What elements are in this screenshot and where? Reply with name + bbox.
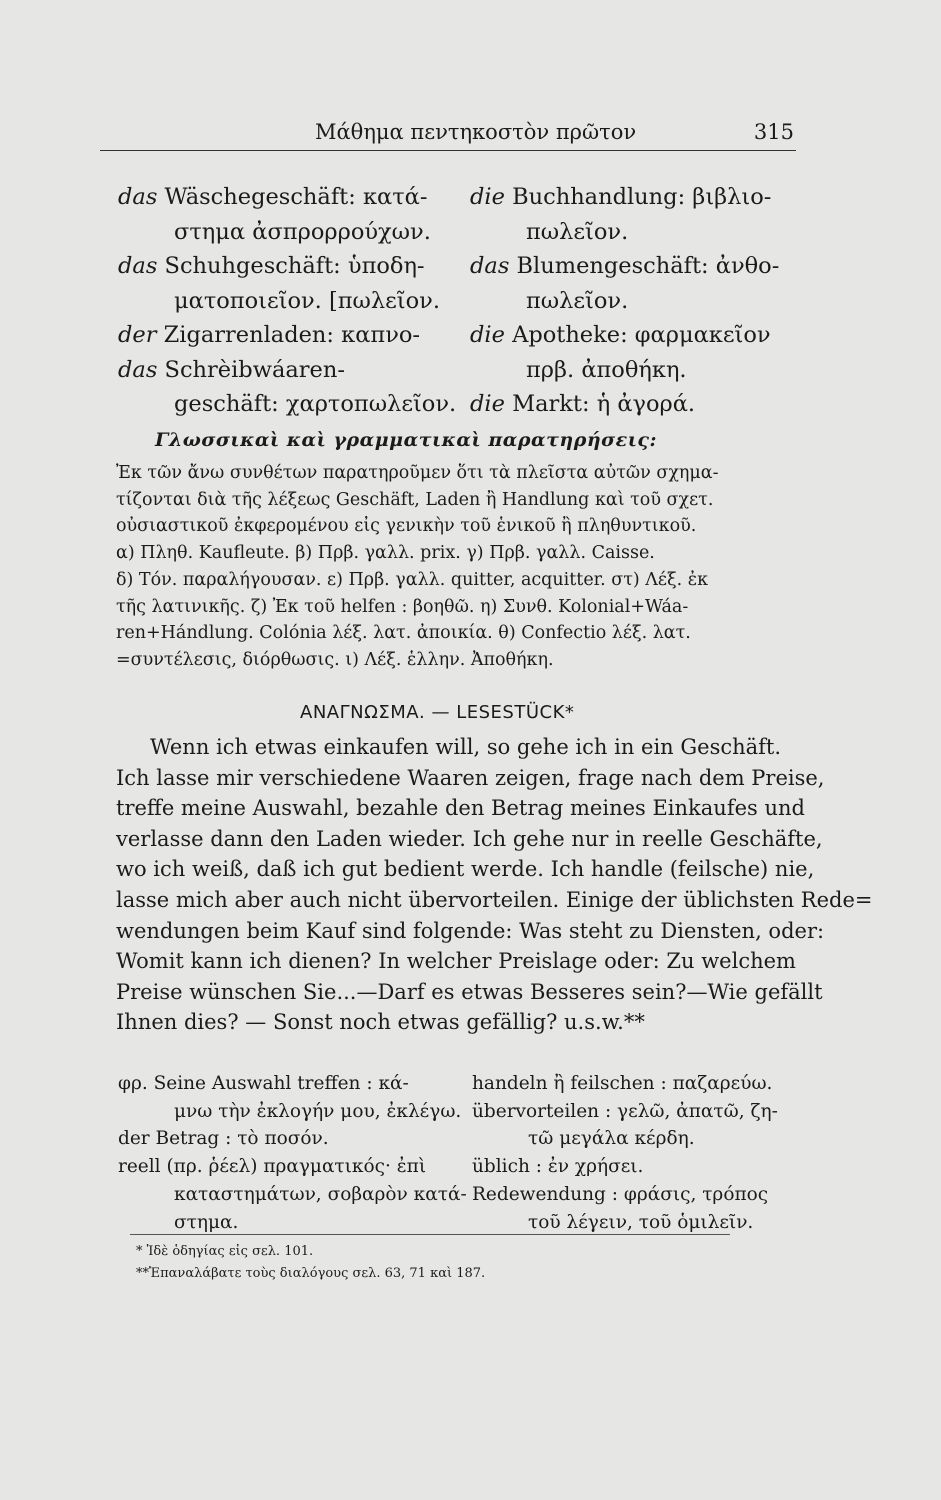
vocab-entry: das Wäschegeschäft: κατά-: [118, 184, 428, 210]
grammar-line: =συντέλεσις, διόρθωσις. ι) Λέξ. ἑλλην. Ἀποθήκη.: [116, 649, 554, 670]
gloss-entry: τῶ μεγάλα κέρδη.: [528, 1128, 695, 1150]
reading-line: lasse mich aber auch nicht übervorteilen. Einige der üblichsten Rede=: [116, 887, 873, 912]
grammar-line: α) Πληθ. Kaufleute. β) Πρβ. γαλλ. prix. γ) Πρβ. γαλλ. Caisse.: [116, 543, 655, 564]
vocabulary-right-column: [470, 180, 815, 422]
reading-heading: ΑΝΑΓΝΩΣΜΑ. — LESESTÜCK*: [300, 702, 575, 723]
header-title: Μάθημα πεντηκοστὸν πρῶτον: [315, 120, 637, 144]
reading-line: Ihnen dies? — Sonst noch etwas gefällig? u.s.w.**: [116, 1010, 645, 1035]
gloss-entry: φρ. Seine Auswahl treffen : κά-: [118, 1073, 409, 1094]
vocab-entry: das Schrèibwáaren-: [118, 356, 345, 383]
reading-line: Ich lasse mir verschiedene Waaren zeigen, frage nach dem Preise,: [116, 765, 825, 790]
footnote: * Ἰδὲ ὁδηγίας εἰς σελ. 101.: [136, 1244, 314, 1259]
gloss-entry: τοῦ λέγειν, τοῦ ὁμιλεῖν.: [528, 1211, 754, 1233]
vocab-entry: das Blumengeschäft: ἀνθο-: [470, 253, 780, 279]
glossary-right-column: [472, 1070, 817, 1236]
glossary-left-column: [118, 1070, 467, 1236]
reading-line: verlasse dann den Laden wieder. Ich gehe nur in reelle Geschäfte,: [116, 826, 823, 851]
grammar-notes: [116, 460, 806, 674]
reading-line: Womit kann ich dienen? In welcher Preislage oder: Zu welchem: [116, 949, 796, 974]
vocab-entry: das Schuhgeschäft: ὑποδη-: [118, 253, 425, 279]
vocab-entry: geschäft: χαρτοπωλεῖον.: [174, 391, 457, 417]
gloss-entry: στημα.: [174, 1211, 239, 1233]
gloss-entry: der Betrag : τὸ ποσόν.: [118, 1128, 329, 1150]
reading-passage: [116, 732, 873, 1038]
reading-line: Wenn ich etwas einkaufen will, so gehe ich in ein Geschäft.: [150, 735, 782, 759]
vocabulary-left-column: [118, 180, 458, 422]
gloss-entry: handeln ἢ feilschen : παζαρεύω.: [472, 1073, 773, 1094]
reading-line: wo ich weiß, daß ich gut bedient werde. Ich handle (feilsche) nie,: [116, 857, 815, 882]
grammar-line: Ἐκ τῶν ἄνω συνθέτων παρατηροῦμεν ὅτι τὰ πλεῖστα αὐτῶν σχημα-: [116, 463, 719, 483]
vocab-entry: πωλεῖον.: [526, 287, 629, 314]
vocabulary-list: [118, 180, 808, 420]
footnote: **Ἐπαναλάβατε τοὺς διαλόγους σελ. 63, 71 καὶ 187.: [136, 1266, 486, 1281]
reading-line: wendungen beim Kauf sind folgende: Was steht zu Diensten, oder:: [116, 918, 825, 943]
grammar-line: ren+Hándlung. Colónia λέξ. λατ. ἀποικία. θ) Confectio λέξ. λατ.: [116, 623, 691, 644]
grammar-heading: Γλωσσικαὶ καὶ γραμματικαὶ παρατηρήσεις:: [155, 429, 658, 451]
vocab-entry: πρβ. ἀποθήκη.: [526, 356, 687, 383]
page-number: 315: [753, 120, 794, 144]
vocab-entry: πωλεῖον.: [526, 218, 629, 245]
grammar-line: τῆς λατινικῆς. ζ) Ἐκ τοῦ helfen : βοηθῶ. η) Συνθ. Kolonial+Wáa-: [116, 596, 689, 617]
reading-line: Preise wünschen Sie...—Darf es etwas Besseres sein?—Wie gefällt: [116, 979, 823, 1004]
gloss-entry: μνω τὴν ἐκλογήν μου, ἐκλέγω.: [174, 1100, 462, 1122]
gloss-entry: καταστημάτων, σοβαρὸν κατά-: [174, 1183, 467, 1205]
grammar-line: οὐσιαστικοῦ ἐκφερομένου εἰς γενικὴν τοῦ ἑνικοῦ ἢ πληθυντικοῦ.: [116, 516, 697, 537]
gloss-entry: Redewendung : φράσις, τρόπος: [472, 1183, 769, 1205]
vocab-entry: die Apotheke: φαρμακεῖον: [470, 322, 771, 348]
vocab-entry: die Markt: ἡ ἀγορά.: [470, 391, 696, 417]
vocab-entry: στημα ἀσπρορρούχων.: [174, 218, 431, 245]
gloss-entry: üblich : ἐν χρήσει.: [472, 1156, 644, 1178]
vocab-entry: die Buchhandlung: βιβλιο-: [470, 184, 772, 210]
grammar-line: τίζονται διὰ τῆς λέξεως Geschäft, Laden ἢ Handlung καὶ τοῦ σχετ.: [116, 489, 714, 510]
running-header: [100, 120, 796, 151]
grammar-line: δ) Τόν. παραλήγουσαν. ε) Πρβ. γαλλ. quitter, acquitter. στ) Λέξ. ἐκ: [116, 569, 709, 590]
reading-line: treffe meine Auswahl, bezahle den Betrag meines Einkaufes und: [116, 796, 805, 821]
vocab-entry: der Zigarrenladen: καπνο-: [118, 322, 421, 348]
vocab-entry: ματοποιεῖον. [πωλεῖον.: [174, 287, 441, 314]
gloss-entry: reell (πρ. ῥέελ) πραγματικός· ἐπὶ: [118, 1156, 427, 1178]
footnotes: [130, 1234, 730, 1285]
gloss-entry: übervorteilen : γελῶ, ἀπατῶ, ζη-: [472, 1100, 778, 1122]
